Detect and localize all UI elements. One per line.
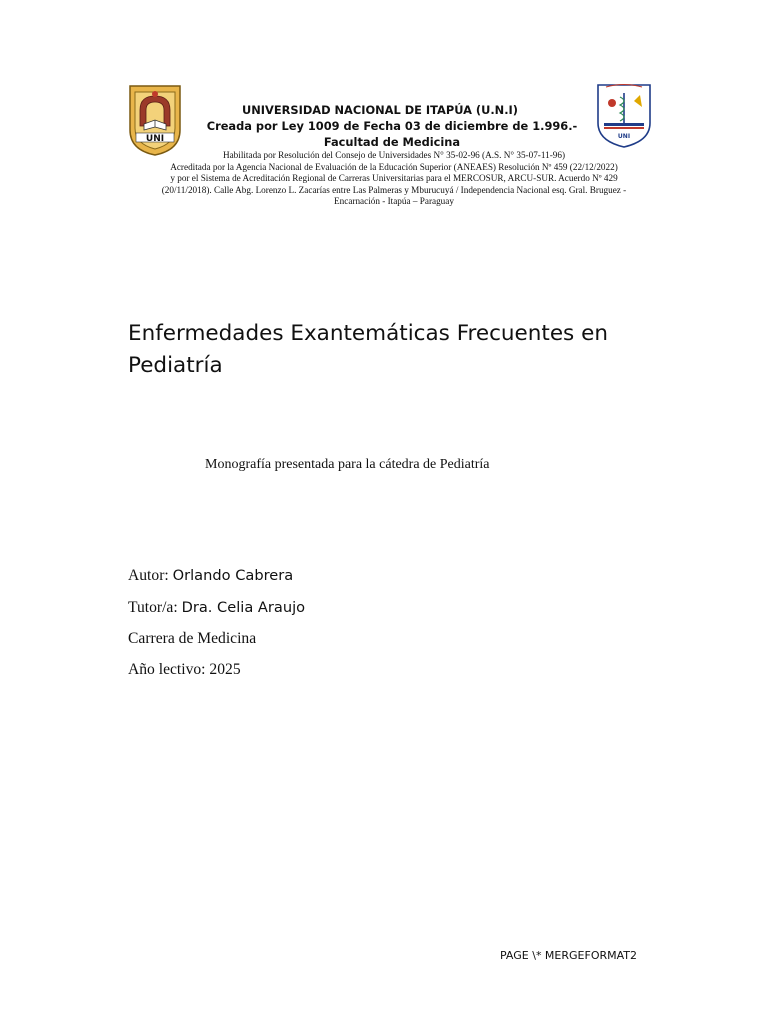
university-name: UNIVERSIDAD NACIONAL DE ITAPÚA (U.N.I)	[242, 103, 518, 117]
document-subtitle: Monografía presentada para la cátedra de Pediatría	[205, 457, 490, 472]
tutor-name: Dra. Celia Araujo	[181, 599, 306, 616]
author-label: Autor:	[128, 567, 173, 584]
author-name: Orlando Cabrera	[172, 567, 294, 584]
accreditation-line-1: Habilitada por Resolución del Consejo de Universidades N° 35-02-96 (A.S. N° 35-07-11-96)	[222, 150, 566, 160]
year-value: 2025	[209, 661, 241, 678]
faculty-name: Facultad de Medicina	[323, 135, 461, 149]
year-line	[128, 659, 241, 680]
address-line-2: Encarnación - Itapúa – Paraguay	[334, 196, 454, 207]
letterhead	[120, 102, 668, 208]
year-label: Año lectivo:	[128, 661, 210, 678]
page-number-field: PAGE \* MERGEFORMAT2	[500, 949, 638, 962]
author-line	[128, 565, 293, 586]
svg-text:UNI: UNI	[617, 133, 631, 140]
accreditation-line-3: y por el Sistema de Acreditación Regional de Carreras Universitarias para el MERCOSUR, ARCU-SUR. Acuerdo Nº 429	[170, 173, 618, 184]
career-line	[128, 628, 256, 649]
accreditation-line-2: Acreditada por la Agencia Nacional de Evaluación de la Educación Superior (ANEAES) Resolución Nº 459 (22/12/2022)	[170, 161, 618, 172]
tutor-line	[128, 597, 305, 618]
tutor-label: Tutor/a:	[128, 599, 182, 616]
creation-law: Creada por Ley 1009 de Fecha 03 de diciembre de 1.996.-	[206, 119, 578, 133]
svg-text:UNI: UNI	[145, 134, 165, 144]
address-line-1: (20/11/2018). Calle Abg. Lorenzo L. Zacarías entre Las Palmeras y Mburucuyá / Independencia Nacional esq. Gral. Bruguez -	[161, 184, 627, 195]
career-name: Carrera de Medicina	[128, 630, 257, 647]
document-title: Enfermedades Exantemáticas Frecuentes en Pediatría	[128, 321, 608, 378]
